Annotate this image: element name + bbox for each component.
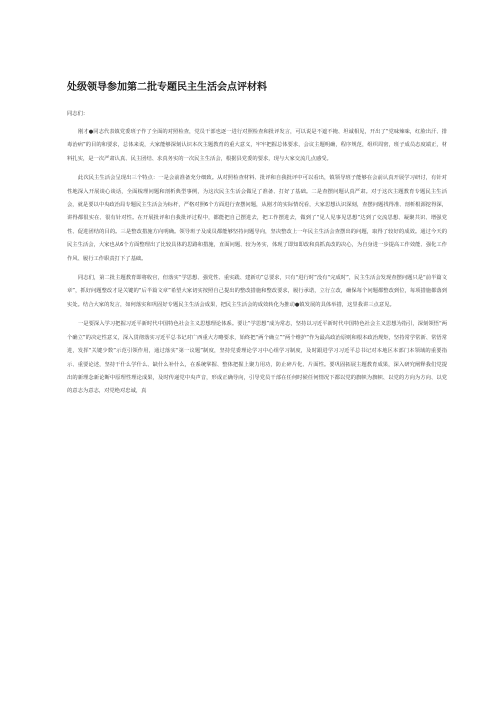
paragraph-4: 一是要深入学习把握习近平新时代中国特色社会主义思想理论体系。要让“学思想”成为常态，坚持以习近平新时代中国特色社会主义思想为指引，深刻领悟“两个确立”的决定性意义，深入贯彻落实习近平总书记对广西重大方略要求，始终把“两个确立”“两个维护”作为最高政治原则和根本政治规矩，坚持常学常新、常悟常进，发挥“关键少数”示范引领作用，通过落实“第一议题”制度，坚持党委理论学习中心组学习制度，及时跟进学习习近平总书记对本地区本部门本领域的重要指示、重要论述，坚持干什么学什么、缺什么补什么，在系统掌握、整体把握上聚力用功，防止碎片化、片面性。要巩固拓展主题教育成果，深入研究阐释我们党提出的新理念新论断中原理性理论成果，及时传递党中央声音，形成正确导向，引导党员干部在任何时候任何情况下都以党的旗帜为旗帜、以党的方向为方向、以党的意志为意志，对党绝对忠诚，真: [67, 321, 447, 395]
paragraph-1: 刚才●同志代表镇党委班子作了全面的对照检查，党员干部也逐一进行对照检查和批评发言，可以说是不遮不掩、坦诚相见，开出了“党味辣味，红脸出汗、排毒治病”的目的和要求，总体来说，大家能够深刻认识本次主题教育的重大意义，牢牢把握总体要求，会议主题明确，程序规范，组织周密，班子成员态度端正，材料扎实，是一次严肃认真、民主团结、求真务实的一次民主生活会，根据县党委的要求，现与大家交流几点感受。: [67, 129, 447, 162]
document-title: 处级领导参加第二批专题民主生活会点评材料: [67, 82, 267, 93]
salutation: 同志们：: [67, 111, 89, 117]
document-body: [67, 110, 447, 405]
paragraph-3: 同志们，第二批主题教育即将收官，但落实“学思想、强党性、重实践、建新功”总要求，只有“进行时”没有“完成时”，民主生活会发现查摆问题只是“前半篇文章”，抓好问题整改才是关键的“后半篇文章”希望大家切实按照自己提出的整改措施和整改要求，履行承诺，立行立改，确保每个问题都整改到位，每项措施都落到实处。结合大家的发言，如何落实和巩固好专题民主生活会成果，把民主生活会的成效转化为推动●镇发展的具体举措，这里我讲三点意见。: [67, 275, 447, 308]
paragraph-2: 此次民主生活会呈现出三个特点：一是会前准备充分细致。从对照检查材料、批评和自我批评中可以看出，镇领导班子能够在会前认真开展学习研讨，有针对性地深入开展谈心谈话，全面梳理问题和剖析典型事例，为这次民主生活会做足了准备、打好了基础。二是查摆问题认真严肃。对于这次主题教育专题民主生活会，就是要以中央政治局专题民主生活会为标杆，严格对照6个方面进行查摆问题，从刚才的实际情况看，大家思想认识深刻，查摆问题找得准、剖析根源挖得深，讲得都很实在、很有针对性。在开展批评和自我批评过程中，都能把自己摆进去，把工作摆进去，做到了“见人见事见思想”达到了交流思想、凝聚共识、增强党性、促进团结的目的。三是整改措施方向明确。领导班子及成员都能够坚持问题导向，坚决整改上一年民主生活会查摆出的问题，取得了较好的成效。通过今天的民主生活会，大家也从6个方面整理出了比较具体的思路和措施，直面问题、较为务实，体现了即知即改和真抓真改的决心，为自身进一步提高工作效能、强化工作作风、履行工作职责打下了基础。: [67, 175, 447, 262]
